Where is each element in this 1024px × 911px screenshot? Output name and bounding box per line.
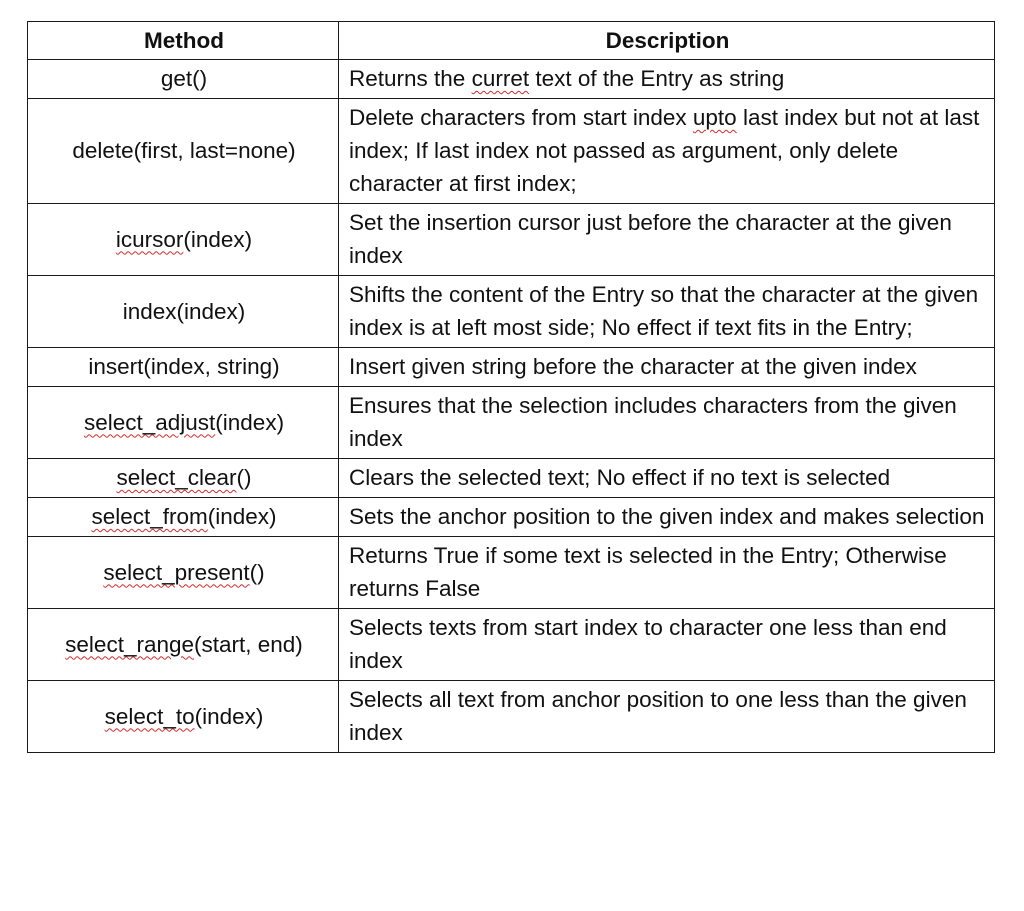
spellcheck-flagged-text: select_range [65, 631, 195, 657]
method-cell [28, 204, 339, 276]
description-text: Returns True if some text is selected in the Entry; Otherwise returns False [349, 543, 947, 601]
description-text: Selects all text from anchor position to one less than the given index [349, 687, 967, 745]
method-text: (start, end) [194, 631, 303, 657]
table-row [28, 609, 995, 681]
method-text: get() [160, 66, 208, 91]
table-row [28, 537, 995, 609]
method-cell [28, 276, 339, 348]
table-row [28, 348, 995, 387]
description-text: Returns the [349, 66, 472, 91]
description-cell [339, 60, 995, 99]
spellcheck-flagged-text: select_clear [116, 465, 237, 490]
description-text: Ensures that the selection includes characters from the given index [349, 393, 957, 451]
method-cell [28, 498, 339, 537]
description-text: last index but not at last index; If last index not passed as argument, only delete character at first index; [349, 105, 980, 196]
description-cell [339, 99, 995, 204]
description-text: Sets the anchor position to the given index and makes selection [349, 504, 985, 529]
spellcheck-flagged-text: select_present [103, 559, 250, 585]
description-cell [339, 498, 995, 537]
method-text: (index) [183, 226, 253, 252]
table-row [28, 276, 995, 348]
method-text: () [236, 465, 252, 490]
table-row [28, 387, 995, 459]
table-row [28, 204, 995, 276]
method-text: index(index) [122, 298, 246, 324]
spellcheck-flagged-text: curret [471, 66, 530, 91]
description-text: Set the insertion cursor just before the character at the given index [349, 210, 952, 268]
table-row [28, 99, 995, 204]
description-text: Shifts the content of the Entry so that the character at the given index is at left most side; No effect if text fits in the Entry; [349, 282, 979, 340]
table-row [28, 60, 995, 99]
spellcheck-flagged-text: select_adjust [83, 409, 216, 435]
method-text: () [249, 559, 265, 585]
method-text: (index) [215, 409, 285, 435]
method-cell [28, 609, 339, 681]
method-cell [28, 387, 339, 459]
method-text: (index) [194, 703, 264, 729]
description-cell [339, 276, 995, 348]
description-text: Insert given string before the character at the given index [349, 354, 917, 379]
method-column-header: Method [28, 22, 339, 60]
description-cell [339, 204, 995, 276]
spellcheck-flagged-text: select_to [104, 703, 195, 729]
description-text: Selects texts from start index to character one less than end index [349, 615, 947, 673]
table-row [28, 498, 995, 537]
description-cell [339, 681, 995, 753]
methods-table [27, 21, 995, 753]
description-text: text of the Entry as string [529, 66, 785, 91]
spellcheck-flagged-text: select_from [91, 504, 208, 529]
method-text: insert(index, string) [88, 354, 280, 379]
method-text: (index) [207, 504, 277, 529]
description-cell [339, 537, 995, 609]
table-body [28, 60, 995, 753]
method-cell [28, 60, 339, 99]
method-text: delete(first, last=none) [72, 138, 296, 163]
method-cell [28, 681, 339, 753]
spellcheck-flagged-text: upto [692, 105, 737, 130]
description-cell [339, 459, 995, 498]
description-cell [339, 348, 995, 387]
method-cell [28, 537, 339, 609]
spellcheck-flagged-text: icursor [115, 226, 184, 252]
method-cell [28, 459, 339, 498]
description-column-header: Description [339, 22, 995, 60]
header-row [28, 22, 995, 60]
table-row [28, 459, 995, 498]
table-row [28, 681, 995, 753]
description-cell [339, 609, 995, 681]
description-text: Delete characters from start index [349, 105, 693, 130]
description-text: Clears the selected text; No effect if no text is selected [349, 465, 891, 490]
method-cell [28, 99, 339, 204]
description-cell [339, 387, 995, 459]
method-cell [28, 348, 339, 387]
